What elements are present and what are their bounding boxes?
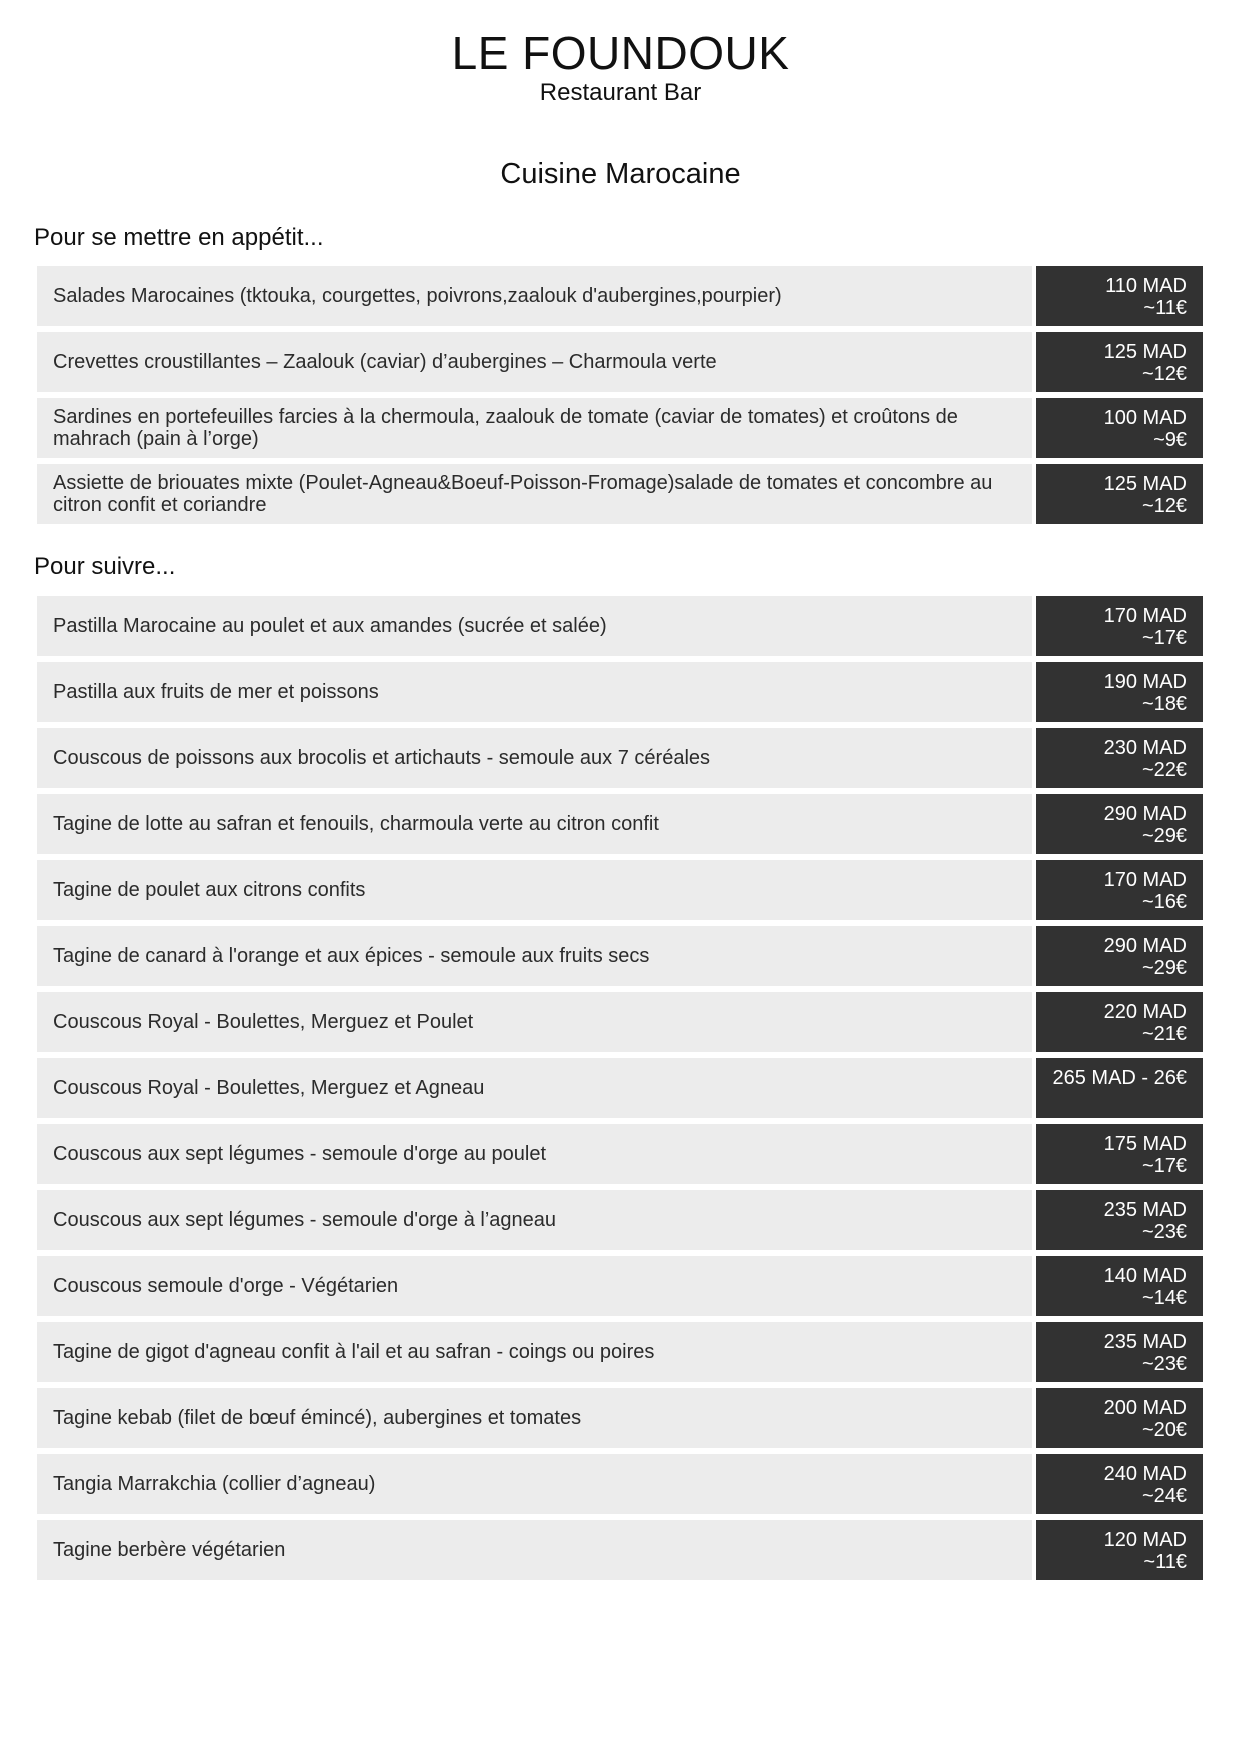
price-box: [1036, 662, 1203, 722]
price-mad: 190 MAD: [1103, 671, 1187, 693]
price-eur: ~20€: [1141, 1419, 1187, 1441]
price-mad: 290 MAD: [1103, 803, 1187, 825]
menu-list: [34, 266, 1203, 524]
price-mad: 230 MAD: [1103, 737, 1187, 759]
dish-name: Tagine berbère végétarien: [37, 1520, 1032, 1580]
price-box: [1036, 1454, 1203, 1514]
section-mains: [34, 552, 1203, 1580]
dish-name: Couscous Royal - Boulettes, Merguez et Poulet: [37, 992, 1032, 1052]
price-mad: 175 MAD: [1103, 1133, 1187, 1155]
dish-name: Tagine de gigot d'agneau confit à l'ail et au safran - coings ou poires: [37, 1322, 1032, 1382]
price-eur: ~23€: [1141, 1353, 1187, 1375]
price-box: [1036, 1322, 1203, 1382]
price-box: [1036, 464, 1203, 524]
menu-item: [37, 596, 1203, 656]
price-mad: 100 MAD: [1103, 407, 1187, 429]
price-eur: ~11€: [1143, 297, 1187, 319]
price-eur: ~23€: [1141, 1221, 1187, 1243]
price-box: [1036, 1256, 1203, 1316]
menu-item: [37, 860, 1203, 920]
menu-item: [37, 1124, 1203, 1184]
price-box: [1036, 1124, 1203, 1184]
price-mad: 110 MAD: [1105, 275, 1187, 297]
price-eur: ~11€: [1143, 1551, 1187, 1573]
price-box: [1036, 1058, 1203, 1118]
price-eur: ~18€: [1141, 693, 1187, 715]
dish-name: Assiette de briouates mixte (Poulet-Agneau&Boeuf-Poisson-Fromage)salade de tomates et concombre au citron confit et coriandre: [37, 464, 1032, 524]
price-mad: 240 MAD: [1103, 1463, 1187, 1485]
price-mad: 235 MAD: [1103, 1199, 1187, 1221]
menu-item: [37, 266, 1203, 326]
dish-name: Tagine kebab (filet de bœuf émincé), aubergines et tomates: [37, 1388, 1032, 1448]
price-mad: 265 MAD - 26€: [1052, 1067, 1187, 1089]
menu-item: [37, 464, 1203, 524]
price-box: [1036, 332, 1203, 392]
cuisine-title: Cuisine Marocaine: [500, 158, 741, 190]
price-eur: ~16€: [1141, 891, 1187, 913]
price-eur: ~9€: [1153, 429, 1187, 451]
price-box: [1036, 992, 1203, 1052]
dish-name: Sardines en portefeuilles farcies à la chermoula, zaalouk de tomate (caviar de tomates) et croûtons de mahrach (pain à l’orge): [37, 398, 1032, 458]
price-eur: ~12€: [1141, 363, 1187, 385]
menu-item: [37, 1454, 1203, 1514]
price-box: [1036, 860, 1203, 920]
price-eur: ~24€: [1141, 1485, 1187, 1507]
dish-name: Couscous aux sept légumes - semoule d'orge à l’agneau: [37, 1190, 1032, 1250]
section-title: Pour se mettre en appétit...: [34, 224, 324, 251]
price-mad: 200 MAD: [1103, 1397, 1187, 1419]
price-box: [1036, 596, 1203, 656]
menu-item: [37, 1322, 1203, 1382]
dish-name: Tangia Marrakchia (collier d’agneau): [37, 1454, 1032, 1514]
menu-item: [37, 992, 1203, 1052]
menu-list: [34, 596, 1203, 1580]
dish-name: Crevettes croustillantes – Zaalouk (caviar) d’aubergines – Charmoula verte: [37, 332, 1032, 392]
price-box: [1036, 266, 1203, 326]
price-eur: ~29€: [1141, 825, 1187, 847]
menu-item: [37, 794, 1203, 854]
dish-name: Pastilla aux fruits de mer et poissons: [37, 662, 1032, 722]
dish-name: Couscous Royal - Boulettes, Merguez et Agneau: [37, 1058, 1032, 1118]
price-eur: ~21€: [1141, 1023, 1187, 1045]
restaurant-subtitle: Restaurant Bar: [539, 79, 702, 106]
dish-name: Salades Marocaines (tktouka, courgettes, poivrons,zaalouk d'aubergines,pourpier): [37, 266, 1032, 326]
price-eur: ~17€: [1141, 627, 1187, 649]
menu-item: [37, 662, 1203, 722]
price-mad: 220 MAD: [1103, 1001, 1187, 1023]
price-mad: 235 MAD: [1103, 1331, 1187, 1353]
menu-item: [37, 1388, 1203, 1448]
price-mad: 170 MAD: [1103, 869, 1187, 891]
menu-header: [0, 0, 1241, 107]
price-box: [1036, 926, 1203, 986]
menu-item: [37, 1190, 1203, 1250]
dish-name: Tagine de lotte au safran et fenouils, charmoula verte au citron confit: [37, 794, 1032, 854]
menu-item: [37, 1058, 1203, 1118]
price-eur: ~14€: [1141, 1287, 1187, 1309]
dish-name: Tagine de canard à l'orange et aux épices - semoule aux fruits secs: [37, 926, 1032, 986]
menu-item: [37, 926, 1203, 986]
price-eur: ~12€: [1141, 495, 1187, 517]
price-mad: 140 MAD: [1103, 1265, 1187, 1287]
price-mad: 290 MAD: [1103, 935, 1187, 957]
price-mad: 120 MAD: [1103, 1529, 1187, 1551]
dish-name: Couscous semoule d'orge - Végétarien: [37, 1256, 1032, 1316]
dish-name: Couscous de poissons aux brocolis et artichauts - semoule aux 7 céréales: [37, 728, 1032, 788]
price-mad: 125 MAD: [1103, 341, 1187, 363]
price-eur: ~29€: [1141, 957, 1187, 979]
section-starters: [34, 223, 1203, 524]
price-box: [1036, 1190, 1203, 1250]
dish-name: Couscous aux sept légumes - semoule d'orge au poulet: [37, 1124, 1032, 1184]
menu-item: [37, 728, 1203, 788]
price-mad: 170 MAD: [1103, 605, 1187, 627]
price-box: [1036, 1388, 1203, 1448]
menu-item: [37, 1520, 1203, 1580]
dish-name: Tagine de poulet aux citrons confits: [37, 860, 1032, 920]
price-eur: ~22€: [1141, 759, 1187, 781]
restaurant-name: LE FOUNDOUK: [451, 27, 790, 79]
menu-item: [37, 332, 1203, 392]
price-box: [1036, 1520, 1203, 1580]
dish-name: Pastilla Marocaine au poulet et aux amandes (sucrée et salée): [37, 596, 1032, 656]
menu-item: [37, 1256, 1203, 1316]
price-box: [1036, 728, 1203, 788]
section-title: Pour suivre...: [34, 553, 176, 580]
menu-item: [37, 398, 1203, 458]
price-box: [1036, 794, 1203, 854]
price-box: [1036, 398, 1203, 458]
price-mad: 125 MAD: [1103, 473, 1187, 495]
price-eur: ~17€: [1141, 1155, 1187, 1177]
